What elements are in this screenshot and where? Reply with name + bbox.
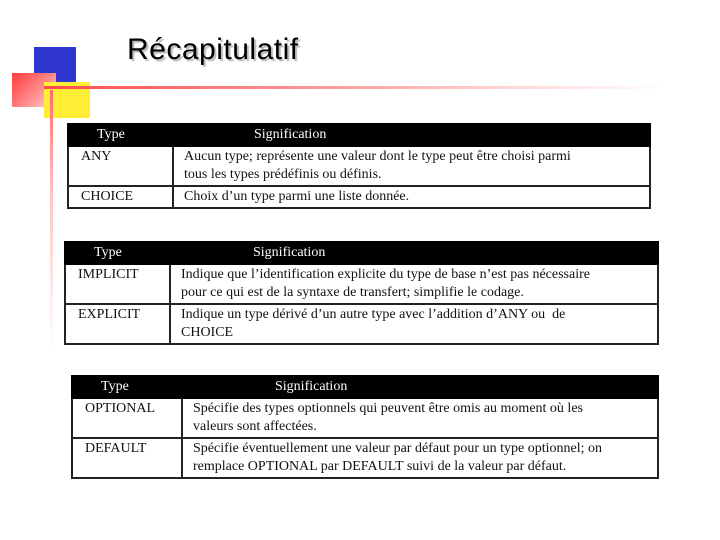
signification-cell (173, 146, 650, 186)
header-signification: Signification (182, 376, 658, 398)
table-row (68, 186, 650, 208)
signification-line: pour ce qui est de la syntaxe de transfert; simplifie le codage. (181, 285, 524, 300)
table-header-row (68, 124, 650, 146)
signification-line: Spécifie des types optionnels qui peuvent être omis au moment où les (193, 401, 583, 416)
signification-line: Indique que l’identification explicite du type de base n’est pas nécessaire (181, 267, 590, 282)
signification-line: Choix d’un type parmi une liste donnée. (184, 189, 410, 204)
type-cell: IMPLICIT (65, 264, 170, 304)
signification-cell (170, 304, 658, 344)
type-cell: DEFAULT (72, 438, 182, 478)
header-type: Type (65, 242, 170, 264)
table-row (72, 438, 658, 478)
signification-line: Indique un type dérivé d’un autre type avec l’addition d’ANY ou de (181, 307, 566, 322)
type-cell: EXPLICIT (65, 304, 170, 344)
header-signification: Signification (170, 242, 658, 264)
signification-cell (173, 186, 650, 208)
signification-line: Aucun type; représente une valeur dont le type peut être choisi parmi (184, 149, 571, 164)
table-row (72, 398, 658, 438)
definition-table-implicit-explicit (64, 241, 659, 345)
table-row (65, 264, 658, 304)
signification-line: tous les types prédéfinis ou définis. (184, 167, 382, 182)
definition-table-any-choice (67, 123, 651, 209)
table-row (68, 146, 650, 186)
table-row (65, 304, 658, 344)
signification-cell (182, 398, 658, 438)
type-cell: CHOICE (68, 186, 173, 208)
header-type: Type (72, 376, 182, 398)
header-signification: Signification (173, 124, 650, 146)
type-cell: OPTIONAL (72, 398, 182, 438)
signification-line: remplace OPTIONAL par DEFAULT suivi de la valeur par défaut. (193, 459, 567, 474)
signification-line: CHOICE (181, 325, 234, 340)
signification-cell (182, 438, 658, 478)
slide-title: Récapitulatif (127, 33, 299, 66)
type-cell: ANY (68, 146, 173, 186)
table-header-row (72, 376, 658, 398)
signification-cell (170, 264, 658, 304)
decor-vertical-line (50, 90, 53, 350)
signification-line: valeurs sont affectées. (193, 419, 317, 434)
decor-title-underline (44, 86, 670, 89)
definition-table-optional-default (71, 375, 659, 479)
signification-line: Spécifie éventuellement une valeur par défaut pour un type optionnel; on (193, 441, 602, 456)
table-header-row (65, 242, 658, 264)
header-type: Type (68, 124, 173, 146)
